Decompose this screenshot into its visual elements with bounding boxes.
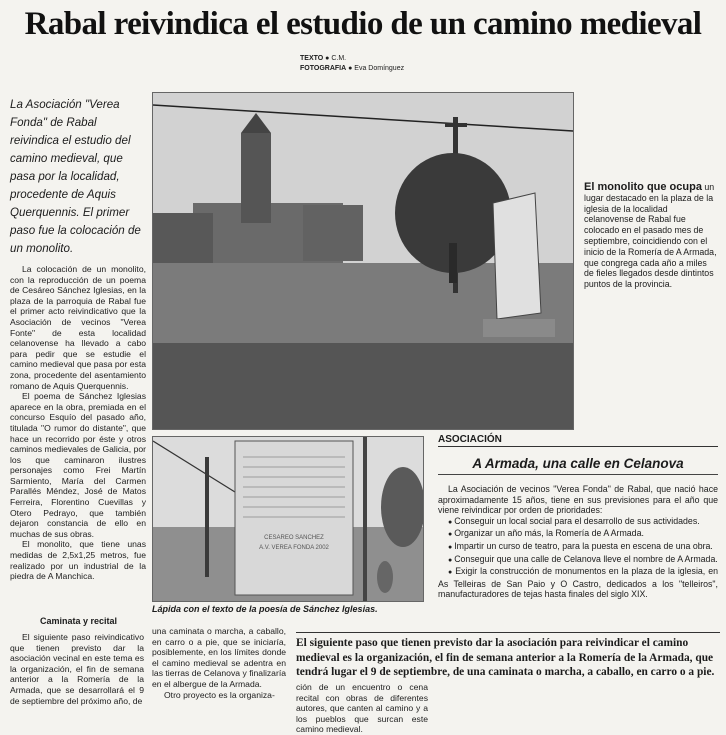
subheading: Caminata y recital [40, 616, 118, 626]
credit-photo-author: Eva Domínguez [354, 65, 405, 72]
credit-photo-label: FOTOGRAFIA [300, 65, 347, 72]
list-item: ● Exigir la construcción de monumentos en la plaza de la iglesia, en As Telleiras de San Paio y O Castro, dedicados a los "telleiros", manufacturadores de tejas hasta finales del siglo XIX. [438, 566, 718, 600]
pullquote-rule [296, 632, 720, 633]
body-paragraph: El siguiente paso reivindicativo que tienen previsto dar la asociación vecinal en este tema es la organización, el fin de semana anterior a la Romería de la Armada, que se desarrollará el 9 de septiembre del próximo año, de [10, 632, 144, 706]
body-paragraph: ción de un encuentro o cena recital con obras de diferentes autores, que canten al camino y a los pueblos que surcan este camino medieval. [296, 682, 428, 735]
body-paragraph: Otro proyecto es la organiza- [164, 689, 275, 700]
section-tag: ASOCIACIÓN [438, 434, 718, 447]
priority-list [438, 516, 718, 600]
church-plaza-image [153, 93, 573, 429]
plaque-photo [152, 436, 424, 602]
list-item: ● Conseguir que una calle de Celanova lleve el nombre de A Armada. [438, 554, 718, 567]
bottom-column-1 [10, 632, 144, 706]
caption-text: un lugar destacado en la plaza de la iglesia de la localidad celanovense de Rabal fue colocado en el pasado mes de septiembre, coincidiendo con el inicio de la Romería de A Armada, que congrega cada año a miles de fieles llegados desde dintintos puntos de la provincia. [584, 182, 717, 290]
body-paragraph: una caminata o marcha, a caballo, en carro o a pie, que se iniciaría, posiblemente, en los límites donde el camino medieval se adentra en las tierras de Celanova y finalizaría en el albergue de la Armada. [152, 626, 286, 689]
plaque-signature: CESAREO SANCHEZ [264, 535, 324, 541]
body-column [10, 264, 146, 582]
intro-lede: La Asociación "Verea Fonda" de Rabal reivindica el estudio del camino medieval, que pasa por la localidad, procedente de Aquis Querquennis. El primer paso fue la colocación de un monolito. [10, 98, 141, 255]
bottom-column-2 [152, 626, 286, 700]
body-paragraph: El monolito, que tiene unas medidas de 2,5x1,25 metros, fue realizado por un industrial de la piedra de A Manchica. [10, 539, 146, 582]
sidebar-intro: La Asociación de vecinos "Verea Fonda" de Rabal, que nació hace aproximadamente 15 años, tiene en sus previsiones para el año que viene reivindicar por orden de prioridades: [438, 484, 718, 516]
sidebar-body [438, 484, 718, 600]
bottom-column-3 [296, 682, 428, 735]
body-paragraph: La colocación de un monolito, con la reproducción de un poema de Cesáreo Sánchez Iglesias, en la plaza de la parroquia de Rabal fue el primer acto reivindicativo que la Asociación de vecinos "Verea Fonte" de esta localidad celanovense ha llevado a cabo para pedir que se estudie el camino medieval que pasa por esta zona, procedente del asentamiento romano de Aquis Querquennis. [10, 264, 146, 391]
credit-text-label: TEXTO [300, 55, 324, 62]
sidebar-title: A Armada, una calle en Celanova [438, 456, 718, 475]
credit-text-author: C.M. [331, 55, 347, 62]
headline: Rabal reivindica el estudio de un camino medieval [24, 6, 702, 42]
pullquote: El siguiente paso que tienen previsto dar la asociación para reivindicar el camino medieval es la organización, el fin de semana anterior a la Romería de la Armada, que tendrá lugar el 9 de septiembre, de una caminata o marcha, a caballo, en carro o a pie. [296, 637, 715, 679]
plaque-image [153, 437, 423, 601]
list-item: ● Conseguir un local social para el desarrollo de sus actividades. [438, 516, 718, 529]
credits: TEXTO ● C.M. FOTOGRAFIA ● Eva Domínguez [300, 55, 405, 72]
main-photo [152, 92, 574, 430]
plaque-dedication: A.V. VEREA FONDA 2002 [259, 545, 329, 551]
list-item: ● Impartir un curso de teatro, para la puesta en escena de una obra. [438, 541, 718, 554]
photo-caption-plaque: Lápida con el texto de la poesía de Sánchez Iglesias. [152, 604, 378, 614]
list-item: ● Organizar un año más, la Romería de A Armada. [438, 528, 718, 541]
body-paragraph: El poema de Sánchez Iglesias aparece en la obra, premiada en el concurso Esquío del pasado año, titulada "O rumor do distante", que hace un recorrido por éste y otros caminos medievales de Galicia, por los que caminaron ilustres personajes como Frei Martín Sarmiento, María del Carmen Parallés Méndez, José de Matos Ferreira, Florentino Cuevillas y Otero Pedrayo, que también dejaron constancia de ello en muchas de sus obras. [10, 391, 146, 539]
photo-caption-monolith [584, 182, 718, 290]
caption-lead: El monolito que ocupa [584, 181, 702, 193]
